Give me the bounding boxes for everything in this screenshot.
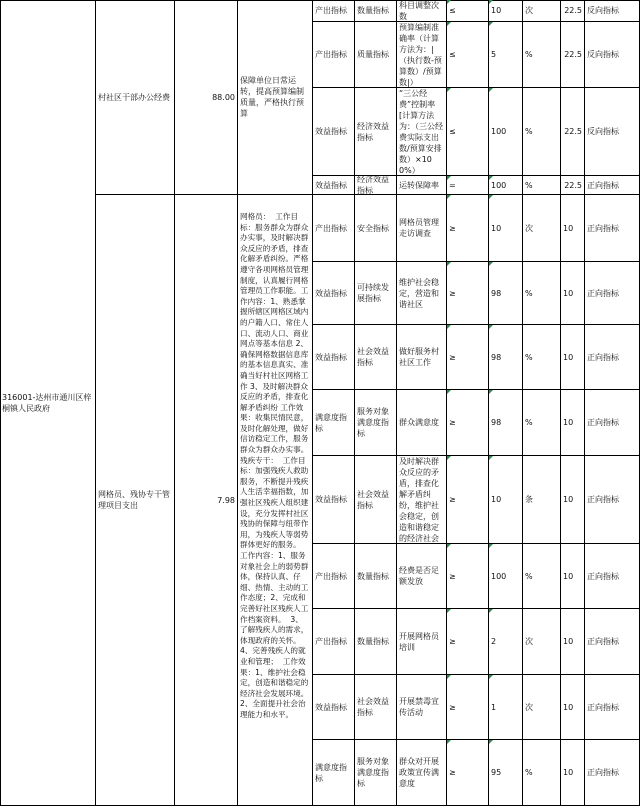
indicator-value: 100 — [489, 88, 523, 176]
project-amount: 88.00 — [175, 0, 238, 195]
indicator-level2: 服务对象满意度指标 — [355, 740, 397, 806]
project-goal: 保障单位日常运转，提高预算编制质量，严格执行预算 — [238, 0, 313, 195]
indicator-operator: ≥ — [447, 390, 489, 456]
indicator-unit: % — [523, 325, 561, 390]
indicator-direction: 正向指标 — [585, 325, 640, 390]
indicator-level2: 社会效益指标 — [355, 456, 397, 544]
indicator-direction: 反向指标 — [585, 22, 640, 88]
indicator-direction: 反向指标 — [585, 0, 640, 22]
indicator-value: 98 — [489, 325, 523, 390]
indicator-name: 科目调整次数 — [397, 0, 447, 22]
indicator-level1: 产出指标 — [313, 0, 355, 22]
indicator-weight: 22.5 — [561, 176, 585, 195]
indicator-unit: % — [523, 88, 561, 176]
indicator-level2: 社会效益指标 — [355, 325, 397, 390]
indicator-unit: % — [523, 22, 561, 88]
indicator-unit: % — [523, 176, 561, 195]
indicator-value: 10 — [489, 195, 523, 262]
indicator-level2: 经济效益指标 — [355, 176, 397, 195]
indicator-weight: 10 — [561, 740, 585, 806]
indicator-weight: 22.5 — [561, 88, 585, 176]
indicator-operator: ≥ — [447, 609, 489, 675]
indicator-value: 100 — [489, 176, 523, 195]
indicator-direction: 正向指标 — [585, 195, 640, 262]
indicator-weight: 10 — [561, 609, 585, 675]
indicator-unit: 次 — [523, 609, 561, 675]
indicator-level1: 效益指标 — [313, 456, 355, 544]
indicator-level1: 效益指标 — [313, 176, 355, 195]
indicator-operator: ≥ — [447, 675, 489, 740]
indicator-operator: ≥ — [447, 262, 489, 325]
indicator-name: 经费是否足额发放 — [397, 544, 447, 609]
indicator-name: 预算编制准确率（计算方法为：|（执行数-预算数）/预算数|） — [397, 22, 447, 88]
indicator-level1: 产出指标 — [313, 22, 355, 88]
indicator-level2: 安全指标 — [355, 195, 397, 262]
indicator-level2: 经济效益指标 — [355, 88, 397, 176]
indicator-weight: 22.5 — [561, 22, 585, 88]
project-goal: 网格员： 工作目标：服务群众为群众办实事，及时解决群众反应的矛盾，排查化解矛盾纠纷。严格遵守各项网格员管理制度，认真履行网格管理员工作职能。工作内容：1、熟悉掌握所辖区网格区域内的户籍人口、常住人口、流动人口、商业网点等基本信息 2、确保网格数据信息库的基本信息真实、准确当好村社区网格工作 3、及时解决群众反应的矛盾，排查化解矛盾纠纷 工作效果：收集民情民意，及时化解处理，做好信访稳定工作，服务群众为群众办实事。 残疾专干： 工作目标：加强残疾人救助服务，不断提升残疾人生活幸福指数，加强社区残疾人组织建设，充分发挥村社区残协的保障与纽带作用，为残疾人等弱势群体更好的服务。 工作内容：1、服务对象社会上的弱势群体，保持认真、仔细、热情、主动的工作态度；2、完成和完善好社区残疾人工作档案资料。 3、了解残疾人的需求，体现政府的关怀。 4、完善残疾人的就业和管理； 工作效果：1、维护社会稳定，创造和谐稳定的经济社会发展环境。 2、全面提升社会治理能力和水平。 — [238, 195, 313, 806]
indicator-level1: 效益指标 — [313, 675, 355, 740]
indicator-value: 10 — [489, 0, 523, 22]
indicator-unit: 次 — [523, 195, 561, 262]
indicator-weight: 10 — [561, 390, 585, 456]
indicator-direction: 正向指标 — [585, 390, 640, 456]
indicator-direction: 正向指标 — [585, 740, 640, 806]
indicator-value: 100 — [489, 544, 523, 609]
indicator-level1: 满意度指标 — [313, 390, 355, 456]
indicator-level1: 效益指标 — [313, 325, 355, 390]
indicator-direction: 正向指标 — [585, 176, 640, 195]
indicator-operator: = — [447, 176, 489, 195]
indicator-operator: ≥ — [447, 325, 489, 390]
indicator-direction: 正向指标 — [585, 456, 640, 544]
indicator-unit: % — [523, 262, 561, 325]
indicator-name: 群众对开展政策宣传满意度 — [397, 740, 447, 806]
indicator-unit: 次 — [523, 675, 561, 740]
indicator-operator: ≥ — [447, 456, 489, 544]
indicator-weight: 10 — [561, 195, 585, 262]
indicator-level2: 社会效益指标 — [355, 675, 397, 740]
indicator-operator: ≥ — [447, 544, 489, 609]
indicator-name: 及时解决群众反应的矛盾，排查化解矛盾纠纷，维护社会稳定，创造和谐稳定的经济社会 — [397, 456, 447, 544]
indicator-operator: ≥ — [447, 740, 489, 806]
indicator-direction: 正向指标 — [585, 675, 640, 740]
indicator-unit: 次 — [523, 0, 561, 22]
indicator-level1: 产出指标 — [313, 544, 355, 609]
indicator-name: 维护社会稳定，营造和谐社区 — [397, 262, 447, 325]
indicator-name: “三公经费”控制率[计算方法为：（三公经费实际支出数/预算安排数）×100%） — [397, 88, 447, 176]
indicator-weight: 10 — [561, 544, 585, 609]
indicator-level2: 质量指标 — [355, 22, 397, 88]
indicator-operator: ≤ — [447, 0, 489, 22]
org-name: 316001-达州市通川区梓桐镇人民政府 — [0, 0, 96, 806]
indicator-operator: ≤ — [447, 88, 489, 176]
indicator-direction: 正向指标 — [585, 544, 640, 609]
indicator-name: 开展禁毒宣传活动 — [397, 675, 447, 740]
indicator-unit: % — [523, 544, 561, 609]
indicator-name: 群众满意度 — [397, 390, 447, 456]
indicator-level2: 数量指标 — [355, 609, 397, 675]
indicator-level2: 数量指标 — [355, 544, 397, 609]
indicator-value: 98 — [489, 262, 523, 325]
indicator-weight: 10 — [561, 262, 585, 325]
indicator-value: 5 — [489, 22, 523, 88]
indicator-level1: 效益指标 — [313, 262, 355, 325]
indicator-direction: 正向指标 — [585, 262, 640, 325]
indicator-level1: 产出指标 — [313, 609, 355, 675]
indicator-operator: ≥ — [447, 195, 489, 262]
indicator-value: 98 — [489, 390, 523, 456]
indicator-direction: 正向指标 — [585, 609, 640, 675]
indicator-level2: 服务对象满意度指标 — [355, 390, 397, 456]
indicator-value: 10 — [489, 456, 523, 544]
indicator-operator: ≤ — [447, 22, 489, 88]
indicator-direction: 反向指标 — [585, 88, 640, 176]
indicator-weight: 10 — [561, 675, 585, 740]
indicator-unit: % — [523, 740, 561, 806]
indicator-level1: 满意度指标 — [313, 740, 355, 806]
indicator-name: 开展网格员培训 — [397, 609, 447, 675]
project-name: 网格员、残协专干管理项目支出 — [96, 195, 175, 806]
indicator-weight: 10 — [561, 456, 585, 544]
project-amount: 7.98 — [175, 195, 238, 806]
indicator-name: 网格员管理走访调查 — [397, 195, 447, 262]
indicator-level1: 产出指标 — [313, 195, 355, 262]
indicator-level1: 效益指标 — [313, 88, 355, 176]
project-name: 村社区干部办公经费 — [96, 0, 175, 195]
indicator-unit: % — [523, 390, 561, 456]
indicator-value: 2 — [489, 609, 523, 675]
indicator-name: 做好服务村社区工作 — [397, 325, 447, 390]
indicator-unit: 条 — [523, 456, 561, 544]
indicator-value: 1 — [489, 675, 523, 740]
indicator-weight: 10 — [561, 325, 585, 390]
indicator-level2: 数量指标 — [355, 0, 397, 22]
indicator-level2: 可持续发展指标 — [355, 262, 397, 325]
indicator-weight: 22.5 — [561, 0, 585, 22]
indicator-value: 95 — [489, 740, 523, 806]
indicator-name: 运转保障率 — [397, 176, 447, 195]
